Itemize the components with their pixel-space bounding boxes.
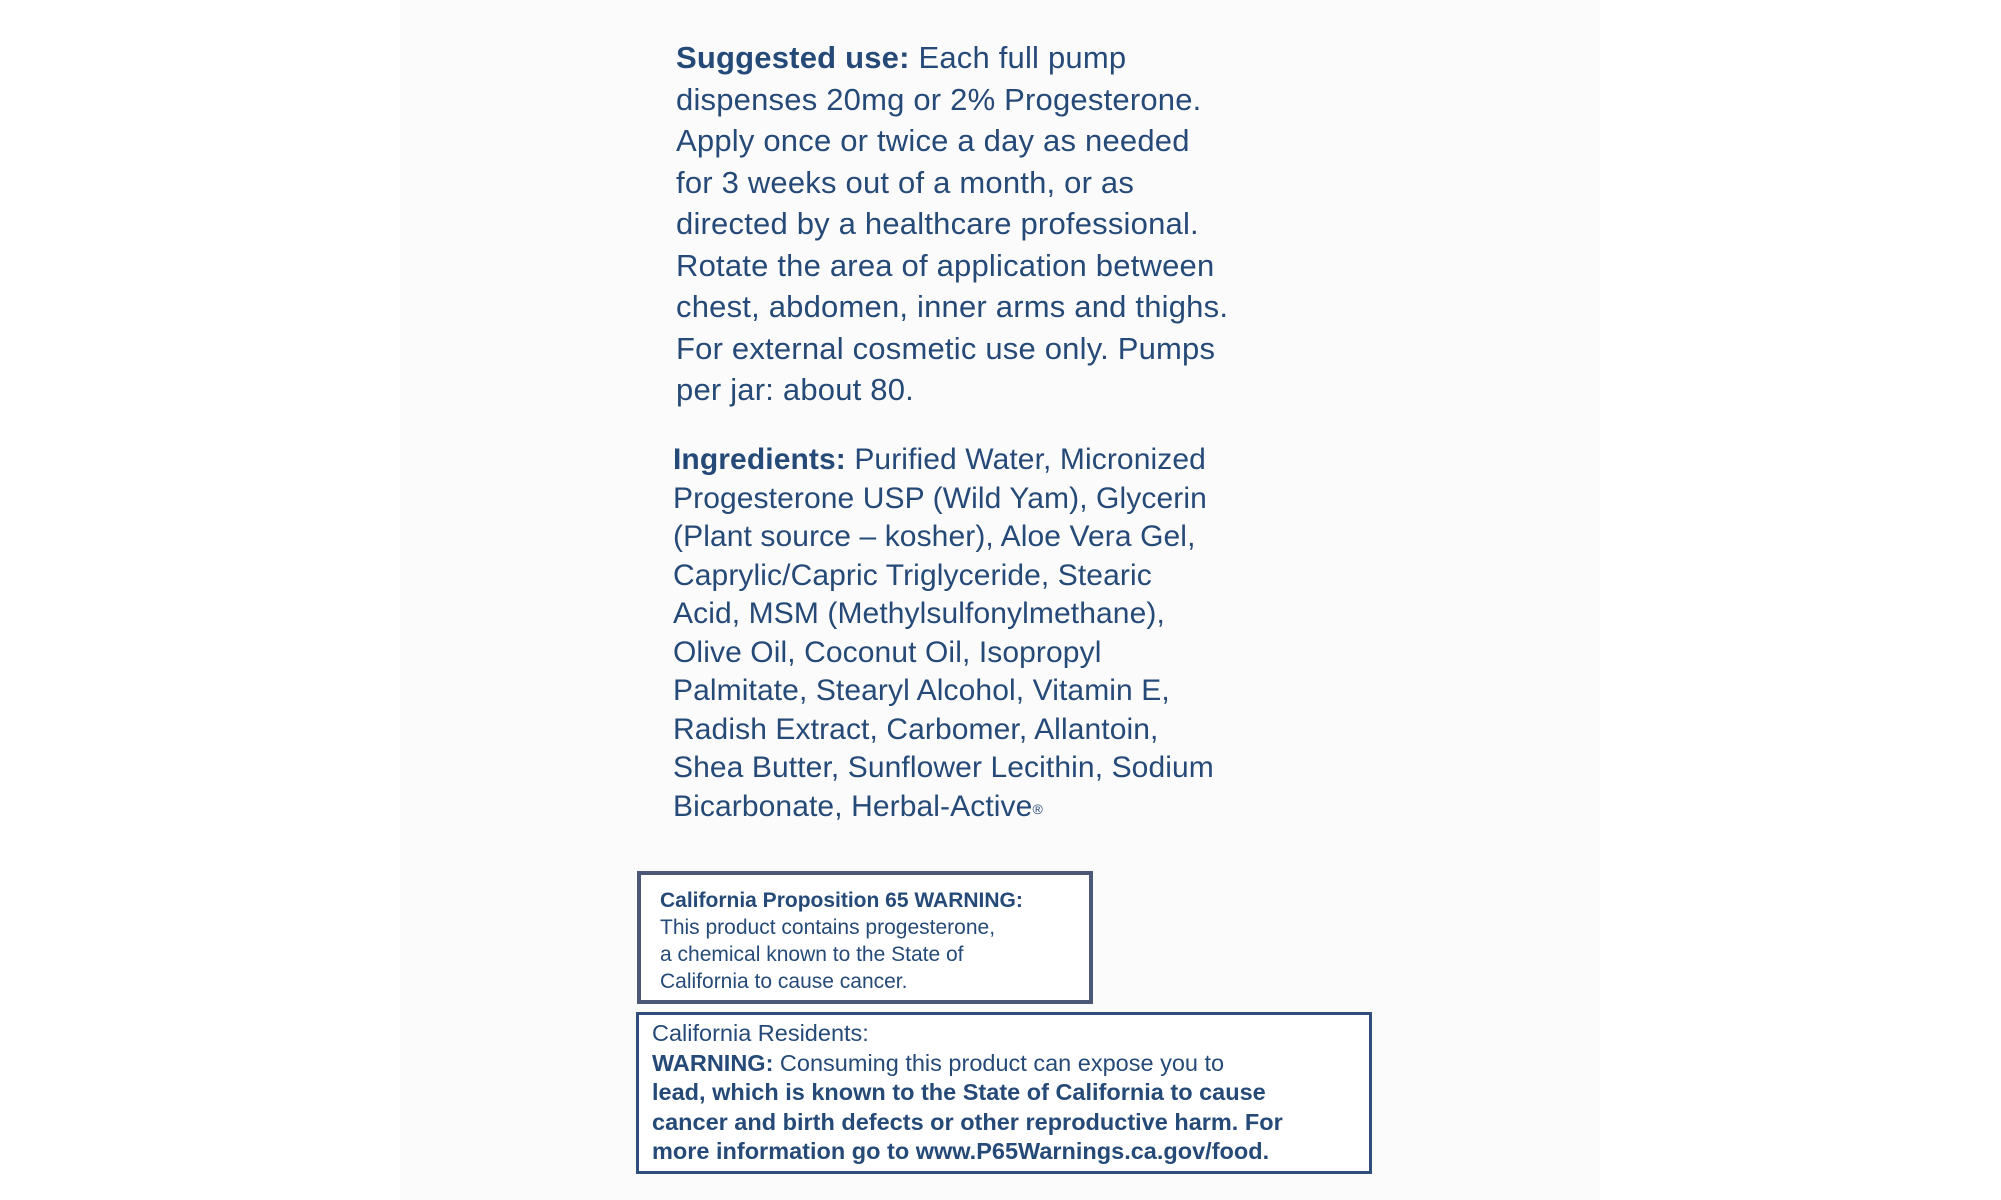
ingredients-section bbox=[673, 441, 1214, 826]
ingredients-line: (Plant source – kosher), Aloe Vera Gel, bbox=[673, 520, 1196, 553]
suggested-use-line: Rotate the area of application between bbox=[676, 247, 1215, 283]
residents-warning-line-1 bbox=[652, 1049, 1369, 1079]
ingredients-line: Radish Extract, Carbomer, Allantoin, bbox=[673, 712, 1159, 746]
suggested-use-heading: Suggested use: bbox=[676, 40, 910, 75]
suggested-use-line-1 bbox=[676, 37, 1228, 79]
suggested-use-line: Apply once or twice a day as needed bbox=[676, 123, 1190, 158]
residents-warning-text: Consuming this product can expose you to bbox=[773, 1049, 1225, 1076]
ingredients-line: Progesterone USP (Wild Yam), Glycerin bbox=[673, 481, 1207, 515]
ingredients-text: Bicarbonate, Herbal-Active bbox=[673, 789, 1033, 823]
suggested-use-section bbox=[676, 37, 1228, 411]
registered-trademark-icon: ® bbox=[1032, 800, 1043, 817]
ingredients-text: Purified Water, Micronized bbox=[845, 443, 1206, 476]
residents-warning-line: lead, which is known to the State of California to cause bbox=[652, 1079, 1266, 1105]
ingredients-line: Olive Oil, Coconut Oil, Isopropyl bbox=[673, 635, 1102, 669]
residents-warning-line: cancer and birth defects or other reproductive harm. For bbox=[652, 1108, 1283, 1135]
suggested-use-line: per jar: about 80. bbox=[676, 372, 914, 407]
prop65-warning-line: This product contains progesterone, bbox=[660, 916, 996, 939]
prop65-warning-line: California to cause cancer. bbox=[660, 970, 908, 993]
ingredients-line: Shea Butter, Sunflower Lecithin, Sodium bbox=[673, 751, 1214, 784]
ingredients-heading: Ingredients: bbox=[673, 443, 846, 476]
residents-warning-title: California Residents: bbox=[652, 1020, 869, 1046]
residents-warning-line: more information go to www.P65Warnings.ca.gov/food. bbox=[652, 1138, 1270, 1164]
suggested-use-text: Each full pump bbox=[909, 40, 1127, 75]
suggested-use-line: For external cosmetic use only. Pumps bbox=[676, 330, 1216, 366]
prop65-warning-line: a chemical known to the State of bbox=[660, 943, 964, 966]
warning-label: WARNING: bbox=[652, 1049, 774, 1076]
prop65-warning-title: California Proposition 65 WARNING: bbox=[660, 889, 1023, 912]
ingredients-line: Acid, MSM (Methylsulfonylmethane), bbox=[673, 597, 1165, 630]
prop65-warning-box bbox=[637, 871, 1093, 1004]
suggested-use-line: for 3 weeks out of a month, or as bbox=[676, 164, 1135, 200]
ingredients-line: Palmitate, Stearyl Alcohol, Vitamin E, bbox=[673, 674, 1170, 707]
suggested-use-line: directed by a healthcare professional. bbox=[676, 206, 1199, 241]
suggested-use-line: dispenses 20mg or 2% Progesterone. bbox=[676, 81, 1202, 117]
california-residents-warning-box bbox=[636, 1012, 1372, 1174]
suggested-use-line: chest, abdomen, inner arms and thighs. bbox=[676, 289, 1229, 324]
ingredients-line: Caprylic/Capric Triglyceride, Stearic bbox=[673, 558, 1152, 592]
ingredients-line-last bbox=[673, 788, 1214, 827]
ingredients-line-1 bbox=[673, 441, 1214, 480]
